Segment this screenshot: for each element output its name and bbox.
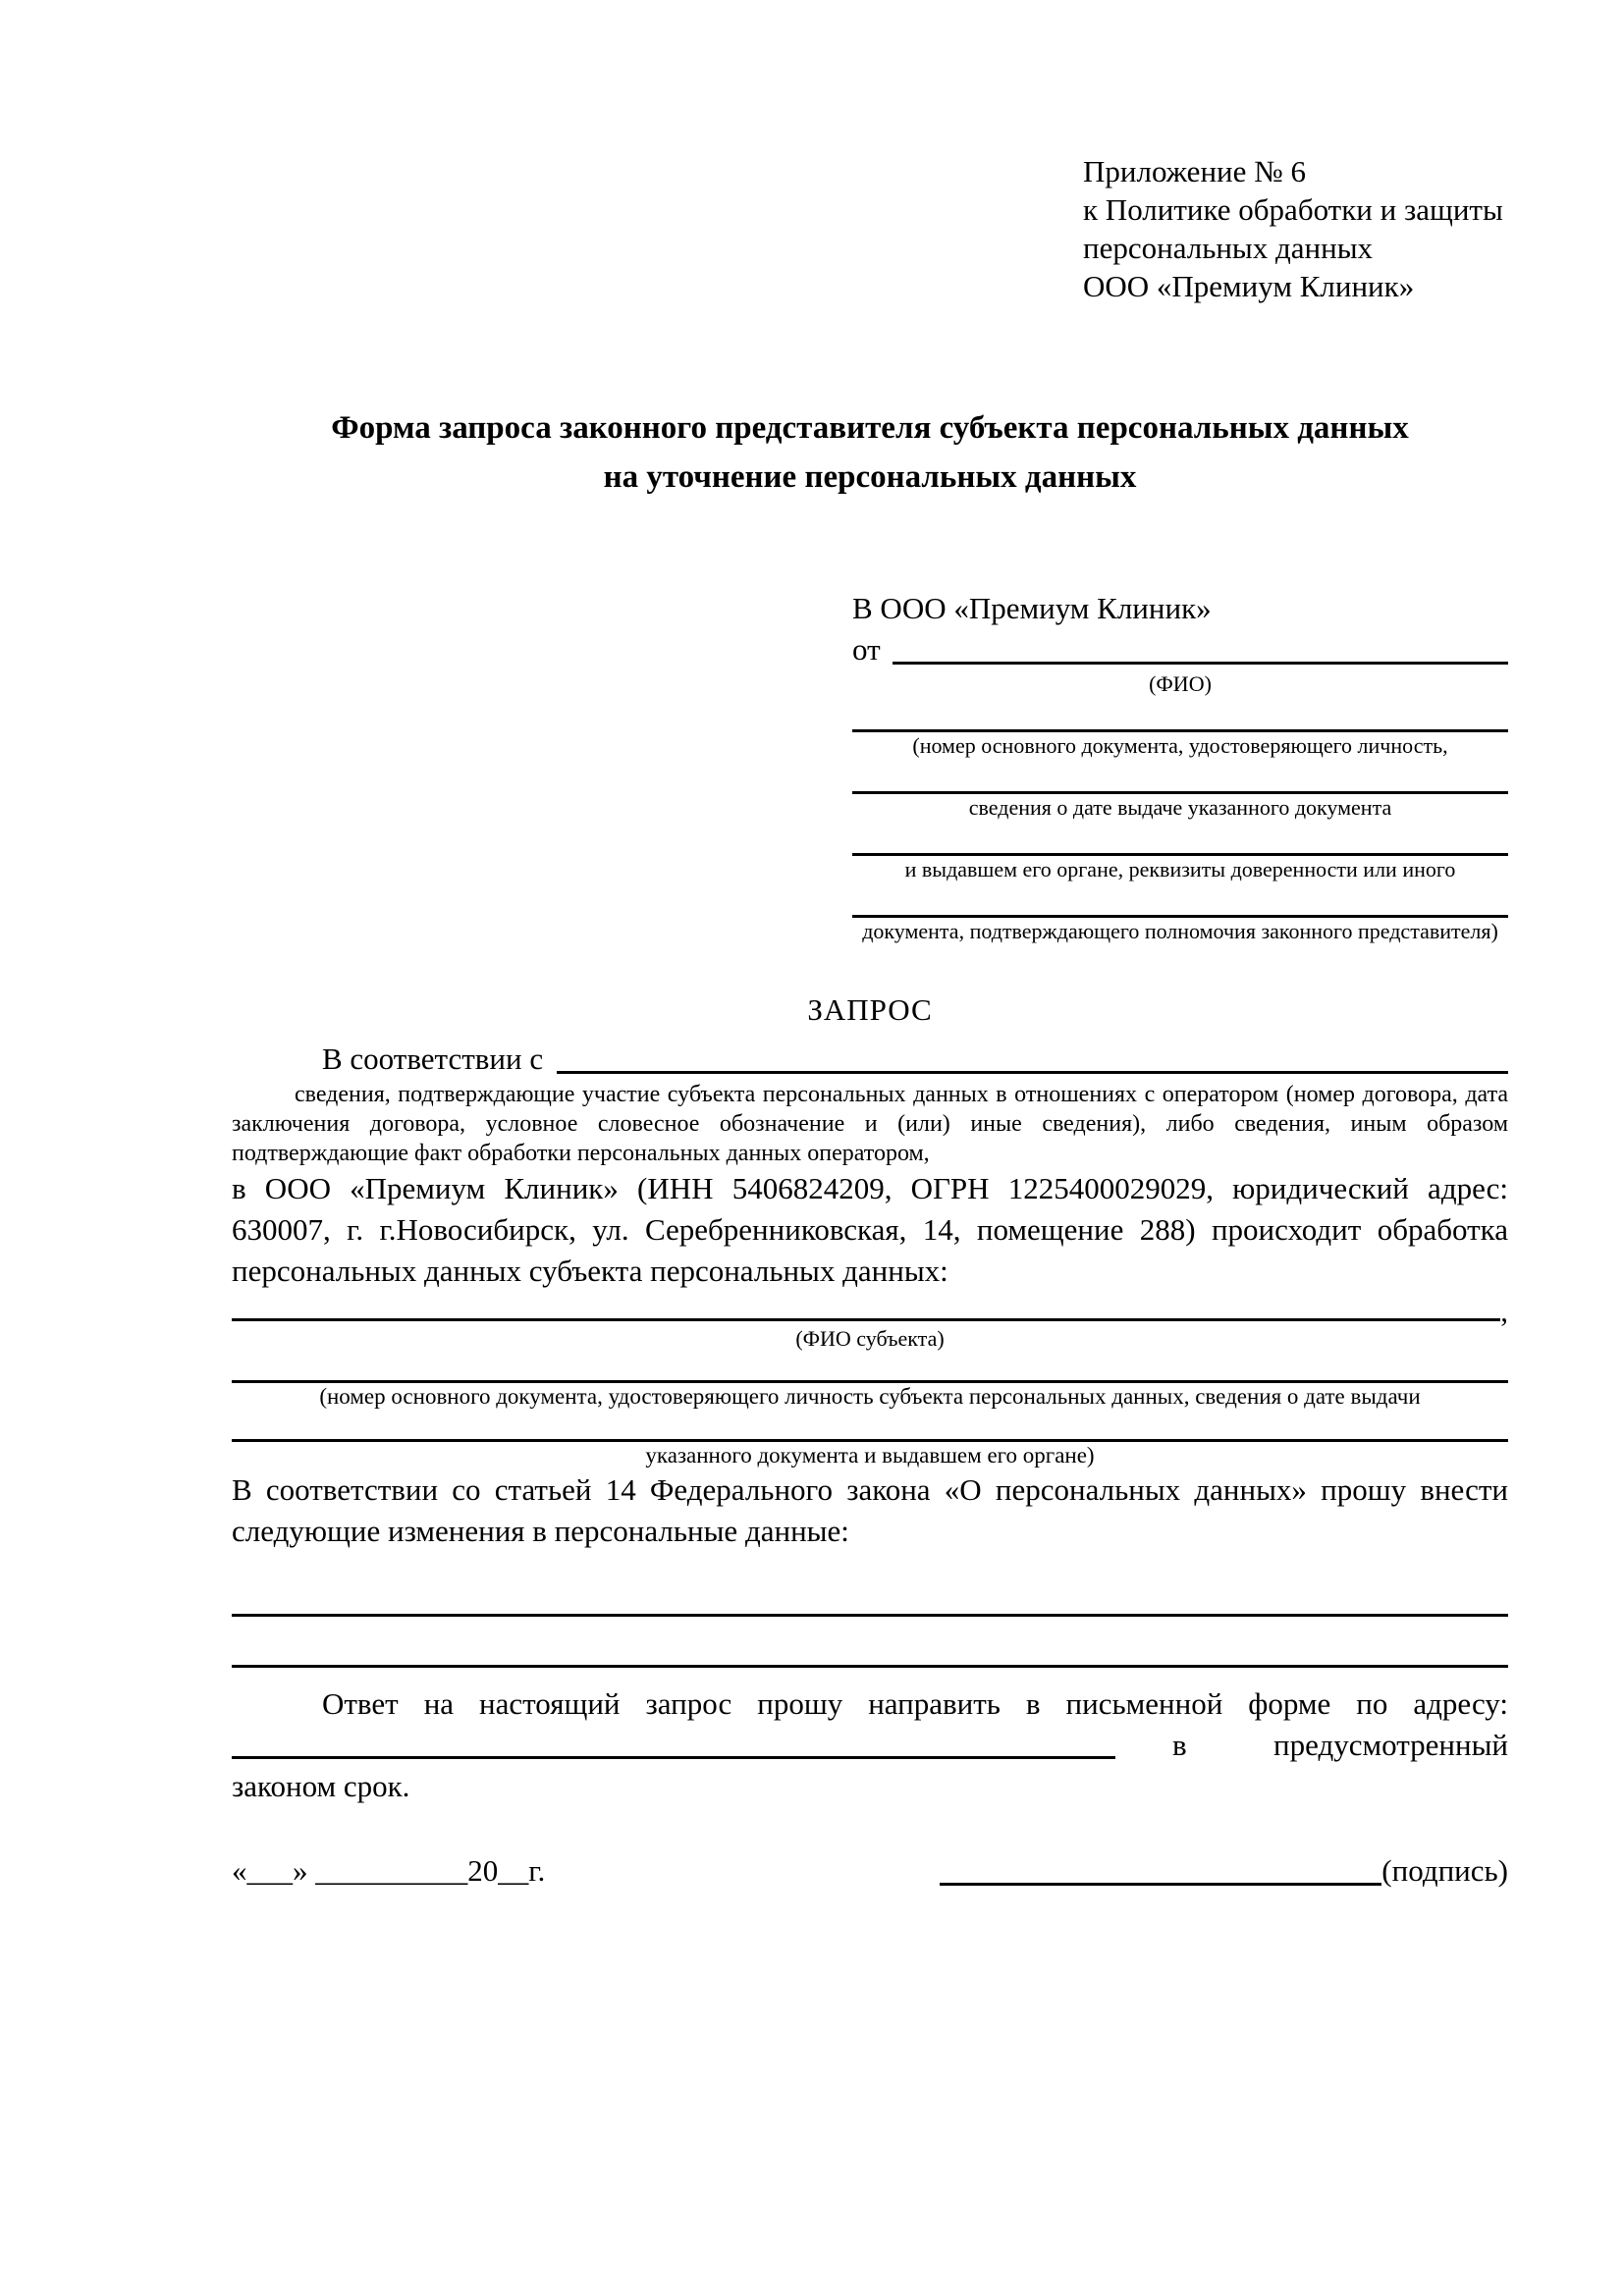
subject-doc-caption: указанного документа и выдавшем его органе) bbox=[645, 1443, 1095, 1468]
from-blank-line bbox=[893, 629, 1508, 665]
addressee-block bbox=[852, 588, 1508, 944]
reply-address-row bbox=[232, 1725, 1508, 1766]
from-label: от bbox=[852, 632, 881, 667]
reply-request-line: Ответ на настоящий запрос прошу направить в письменной форме по адресу: bbox=[322, 1686, 1508, 1721]
basis-prefix: В соответствии с bbox=[322, 1041, 544, 1076]
signature-caption: (подпись) bbox=[1381, 1853, 1508, 1888]
basis-row bbox=[232, 1039, 1508, 1080]
blank-line-caption: сведения о дате выдаче указанного документа bbox=[968, 795, 1392, 820]
subject-fio-blank-line bbox=[232, 1318, 1500, 1321]
blank-line bbox=[852, 697, 1508, 732]
blank-line bbox=[232, 1352, 1508, 1383]
blank-line bbox=[852, 821, 1508, 856]
blank-line-caption: и выдавшем его органе, реквизиты доверенности или иного bbox=[904, 857, 1456, 881]
page-title-line-1: Форма запроса законного представителя субъекта персональных данных bbox=[331, 410, 1409, 446]
signature-blank-line bbox=[940, 1883, 1381, 1886]
blank-line-group bbox=[852, 759, 1508, 821]
operator-paragraph: в ООО «Премиум Клиник» (ИНН 5406824209, ОГРН 1225400029029, юридический адрес: 630007, г. г.Новосибирск, ул. Серебренниковская, 14, помещение 288) происходит обработка персональных данных субъекта персональных данных: bbox=[232, 1171, 1508, 1288]
reply-tail-word: предусмотренный bbox=[1273, 1728, 1508, 1762]
blank-line bbox=[852, 882, 1508, 918]
blank-line-group bbox=[852, 882, 1508, 944]
appendix-line: к Политике обработки и защиты bbox=[1083, 192, 1503, 227]
page-title-line-2: на уточнение персональных данных bbox=[603, 459, 1137, 495]
blank-line bbox=[232, 1411, 1508, 1442]
from-row bbox=[852, 629, 1508, 670]
subject-fio-caption: (ФИО субъекта) bbox=[795, 1326, 945, 1351]
blank-line-caption: документа, подтверждающего полномочия законного представителя) bbox=[862, 919, 1498, 943]
subject-fio-row bbox=[232, 1292, 1508, 1328]
subject-fio-comma: , bbox=[1500, 1294, 1508, 1328]
blank-line bbox=[852, 759, 1508, 794]
appendix-line: ООО «Премиум Клиник» bbox=[1083, 269, 1415, 303]
request-heading: ЗАПРОС bbox=[807, 992, 933, 1027]
reply-address-blank-line bbox=[232, 1725, 1115, 1759]
date-template: «___» __________20__г. bbox=[232, 1853, 546, 1888]
appendix-header bbox=[1083, 152, 1508, 305]
signature-group bbox=[940, 1850, 1508, 1892]
reply-tail bbox=[1115, 1725, 1508, 1766]
basis-blank-line bbox=[557, 1039, 1508, 1074]
blank-line bbox=[232, 1585, 1508, 1617]
appendix-line: Приложение № 6 bbox=[1083, 154, 1306, 188]
basis-footnote: сведения, подтверждающие участие субъекта персональных данных в отношениях с оператором (номер договора, дата заключения договора, условное словесное обозначение и (или) иные сведения), либо сведения, иным образом подтверждающие факт обработки персональных данных оператором, bbox=[232, 1082, 1508, 1166]
signature-footer bbox=[232, 1850, 1508, 1892]
addressee-organization: В ООО «Премиум Клиник» bbox=[852, 591, 1212, 625]
blank-line-group bbox=[852, 821, 1508, 882]
reply-tail-word: в bbox=[1172, 1728, 1187, 1762]
subject-doc-caption: (номер основного документа, удостоверяющего личность субъекта персональных данных, сведения о дате выдачи bbox=[319, 1384, 1421, 1409]
amendment-paragraph: В соответствии со статьей 14 Федерального закона «О персональных данных» прошу внести следующие изменения в персональные данные: bbox=[232, 1472, 1508, 1548]
fio-caption: (ФИО) bbox=[1149, 671, 1212, 696]
page-title bbox=[232, 403, 1508, 502]
appendix-line: персональных данных bbox=[1083, 231, 1374, 265]
blank-line bbox=[232, 1617, 1508, 1668]
reply-last-line: законом срок. bbox=[232, 1769, 410, 1803]
blank-line-caption: (номер основного документа, удостоверяющего личность, bbox=[912, 733, 1448, 758]
blank-line-group bbox=[852, 697, 1508, 759]
